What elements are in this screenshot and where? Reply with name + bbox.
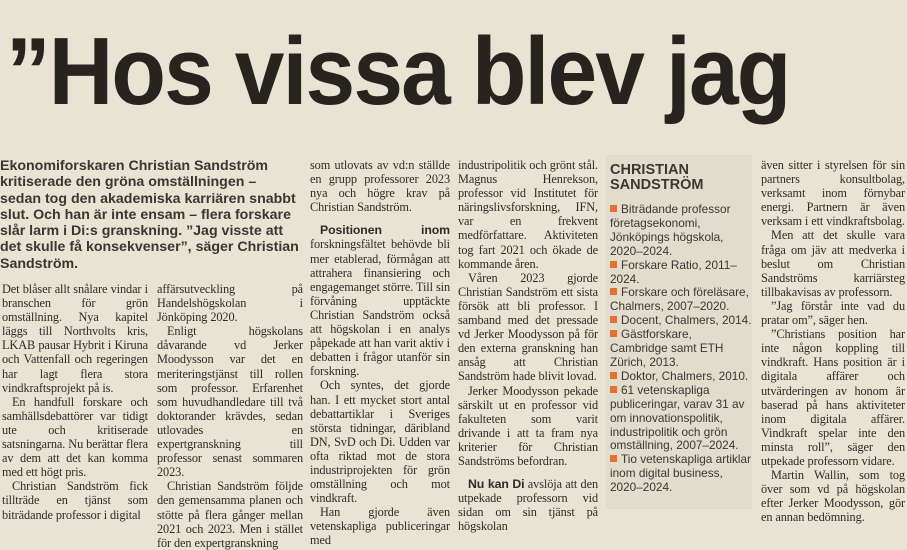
body-column-2 <box>310 158 450 548</box>
paragraph: Enligt högskolans dåvarande vd Jerker Moodysson var det en meriteringstjänst till rollen som professor. Erfarenhet som huvudhandledare till två doktorander krävdes, sedan utlovades en expertgranskning till professor senast sommaren 2023. <box>157 324 303 480</box>
paragraph: även sitter i styrelsen för sin partners konsultbolag, verksamt inom förnybar energi. Partnern är även verksam i ett vindkraftsbolag. <box>761 158 905 229</box>
body-column-1a <box>2 282 148 522</box>
fact-item-text: 61 vetenskapliga publiceringar, varav 31 av om innovationspolitik, industripolitik och grön omställning, 2007–2024. <box>610 382 745 453</box>
paragraph-with-lead <box>310 223 450 378</box>
paragraph: ”Jag förstår inte vad du pratar om”, säger hen. <box>761 298 905 328</box>
paragraph: Martin Wallin, som tog över som vd på högskolan efter Jerker Moodysson, gör en annan bedömning. <box>761 468 905 525</box>
bullet-square-icon <box>610 316 617 323</box>
paragraph: Jerker Moodysson pekade särskilt ut en professor vid fakulteten som varit drivande i att ta fram nya kriterier för Christian Sandströms befordran. <box>458 383 598 468</box>
paragraph-lead: Positionen inom <box>320 223 450 238</box>
fact-item <box>610 314 752 328</box>
body-column-3 <box>458 158 598 534</box>
fact-item <box>610 453 752 495</box>
bullet-square-icon <box>610 288 617 295</box>
paragraph-with-lead <box>458 477 598 533</box>
fact-item <box>610 203 752 259</box>
body-column-1b <box>157 282 303 550</box>
bullet-square-icon <box>610 205 617 212</box>
paragraph: Våren 2023 gjorde Christian Sandström ett sista försök att bli professor. I samband med det pressade vd Jerker Moodysson på för den externa granskning han ansåg att Christian Sandström hade blivit lovad. <box>458 270 598 384</box>
fact-item <box>610 384 752 454</box>
fact-item <box>610 286 752 314</box>
paragraph-rest: avslöja att den utpekade professorn vid sidan om sin tjänst på högskolan <box>458 477 598 534</box>
bullet-square-icon <box>610 330 617 337</box>
paragraph: industripolitik och grönt stål. Magnus Henrekson, professor vid Institutet för näringslivsforskning, IFN, var en frekvent medförfattare. Aktiviteten tog fart 2021 och ökade de kommande åren. <box>458 158 598 271</box>
ingress: Ekonomiforskaren Christian Sandström kritiserade den gröna omställningen – sedan tog den akademiska karriären snabbt slut. Och han är inte ensam – flera forskare slår larm i Di:s granskning. ”Jag visste att det skulle få konsekvenser”, säger Christian Sandström. <box>0 158 299 272</box>
paragraph: Han gjorde även vetenskapliga publiceringar med <box>310 505 450 548</box>
fact-item <box>610 370 752 384</box>
body-column-4 <box>761 158 905 525</box>
fact-box <box>606 155 752 509</box>
paragraph: Christian Sandström följde den gemensamma planen och stötte på flera gånger mellan 2021 och 2023. Men i stället för den expertgranskning <box>157 479 303 550</box>
bullet-square-icon <box>610 386 617 393</box>
paragraph: affärsutveckling på Handelshögskolan i Jönköping 2020. <box>157 282 303 325</box>
fact-box-title-line: CHRISTIAN <box>610 162 689 178</box>
fact-item-text: Gästforskare, Cambridge samt ETH Zürich, 2013. <box>610 327 724 369</box>
fact-item <box>610 328 752 370</box>
fact-item-text: Tio vetenskapliga artiklar inom digital business, 2020–2024. <box>610 452 752 495</box>
paragraph: som utlovats av vd:n ställde en grupp professorer 2023 nya och högre krav på Christian Sandström. <box>310 158 450 215</box>
paragraph-lead: Nu kan Di <box>468 477 525 492</box>
fact-item-text: Biträdande professor företagsekonomi, Jönköpings högskola, 2020–2024. <box>610 202 731 258</box>
paragraph-rest: forskningsfältet behövde bli mer etablerad, förmågan att attrahera finansiering och engagemanget större. Till sin förvåning upptäckte Christian Sandström också att högskolan i en analys påpekade att han varit aktiv i debatten i frågor utanför sin forskning. <box>310 237 450 379</box>
paragraph: ”Christians position har inte någon koppling till vindkraft. Hans position är i digitala affärer och utvärderingen av honom är baserad på hans aktiviteter inom digitala affärer. Vindkraft spelar inte den minsta roll”, säger den utpekade professorn vidare. <box>761 327 905 468</box>
paragraph: Men att det skulle vara fråga om jäv att medverka i beslut om Christian Sandströms karriärsteg tillbakavisas av professorn. <box>761 228 905 299</box>
paragraph: Och syntes, det gjorde han. I ett mycket stort antal debattartiklar i Sveriges största tidningar, däribland DN, SvD och Di. Udden var ofta riktad mot de stora industriprojekten för grön omställning och mot vindkraft. <box>310 378 450 506</box>
paragraph: Christian Sandström fick tillträde en tjänst som biträdande professor i digital <box>2 479 148 522</box>
fact-item-text: Forskare Ratio, 2011–2024. <box>610 257 737 286</box>
fact-box-title <box>610 163 752 193</box>
bullet-square-icon <box>610 455 617 462</box>
fact-list <box>606 203 752 495</box>
headline: ”Hos vissa blev jag <box>6 18 790 125</box>
fact-item-text: Forskare och föreläsare, Chalmers, 2007–2020. <box>610 285 749 314</box>
fact-box-title-line: SANDSTRÖM <box>610 177 704 193</box>
fact-item-text: Docent, Chalmers, 2014. <box>621 313 752 328</box>
fact-item <box>610 259 752 287</box>
bullet-square-icon <box>610 261 617 268</box>
paragraph: Det blåser allt snålare vindar i branschen för grön omställning. Nya kapitel läggs till Northvolts kris, LKAB pausar Hybrit i Kiruna och Vattenfall och regeringen har lagt flera stora vindkraftsprojekt på is. <box>2 282 148 395</box>
fact-item-text: Doktor, Chalmers, 2010. <box>621 368 749 383</box>
bullet-square-icon <box>610 372 617 379</box>
paragraph: En handfull forskare och samhällsdebattörer var tidigt ute och kritiserade satsningarna. Nu berättar flera av dem att det kan komma med ett högt pris. <box>2 394 148 480</box>
